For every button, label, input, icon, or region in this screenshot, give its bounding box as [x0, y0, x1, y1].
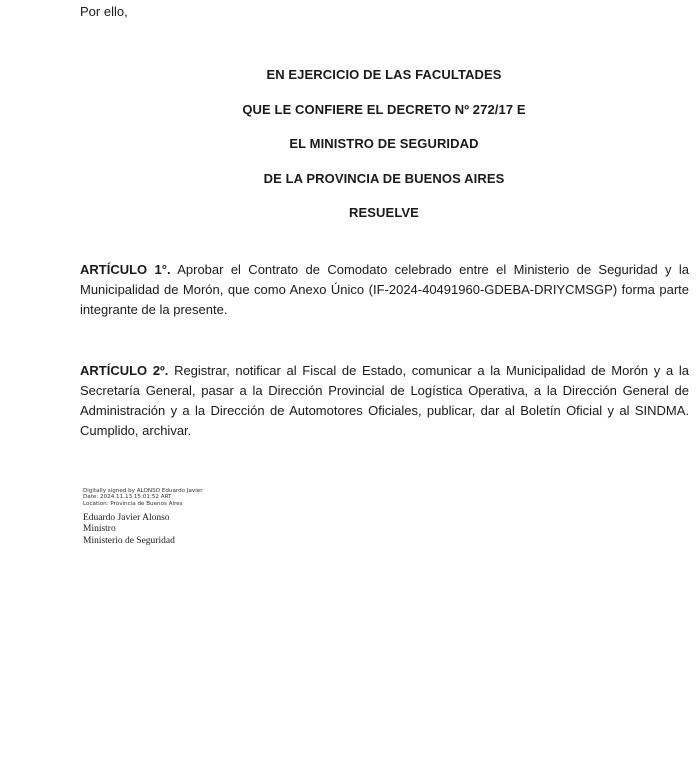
signer-info: [83, 513, 203, 548]
heading-line: DE LA PROVINCIA DE BUENOS AIRES: [263, 170, 505, 186]
heading-resuelve: RESUELVE: [349, 205, 419, 220]
signature-block: [83, 488, 203, 548]
article-2: [80, 361, 689, 441]
article-1-text: Aprobar el Contrato de Comodato celebrado entre el Ministerio de Seguridad y la Municipalidad de Morón, que como Anexo Único (IF-2024-40491960-GDEBA-DRIYCMSGP) forma parte integrante de la presente.: [80, 262, 690, 317]
digital-signature-location: Location: Provincia de Buenos Aires: [83, 500, 183, 507]
article-1: [80, 260, 689, 320]
resolution-heading: [80, 66, 688, 239]
article-2-text: Registrar, notificar al Fiscal de Estado, comunicar a la Municipalidad de Morón y a la Secretaría General, pasar a la Dirección Provincial de Logística Operativa, a la Dirección General de Administración y a la Dirección de Automotores Oficiales, publicar, dar al Boletín Oficial y al SINDMA. Cumplido, archivar.: [80, 363, 689, 438]
heading-line: EN EJERCICIO DE LAS FACULTADES: [266, 67, 502, 82]
article-2-title: ARTÍCULO 2º.: [80, 363, 169, 378]
signer-name: Eduardo Javier Alonso: [83, 512, 170, 523]
article-1-title: ARTÍCULO 1°.: [80, 262, 171, 277]
signer-role: Ministro: [83, 524, 116, 535]
heading-line: QUE LE CONFIERE EL DECRETO Nº 272/17 E: [242, 101, 526, 117]
signer-ministry: Ministerio de Seguridad: [83, 536, 175, 547]
intro-text: Por ello,: [80, 4, 128, 19]
digital-signature-line: Digitally signed by ALONSO Eduardo Javier: [83, 488, 203, 494]
digital-signature-date: Date: 2024.11.13 15:01:52 ART: [83, 494, 172, 501]
heading-line: EL MINISTRO DE SEGURIDAD: [289, 136, 479, 151]
